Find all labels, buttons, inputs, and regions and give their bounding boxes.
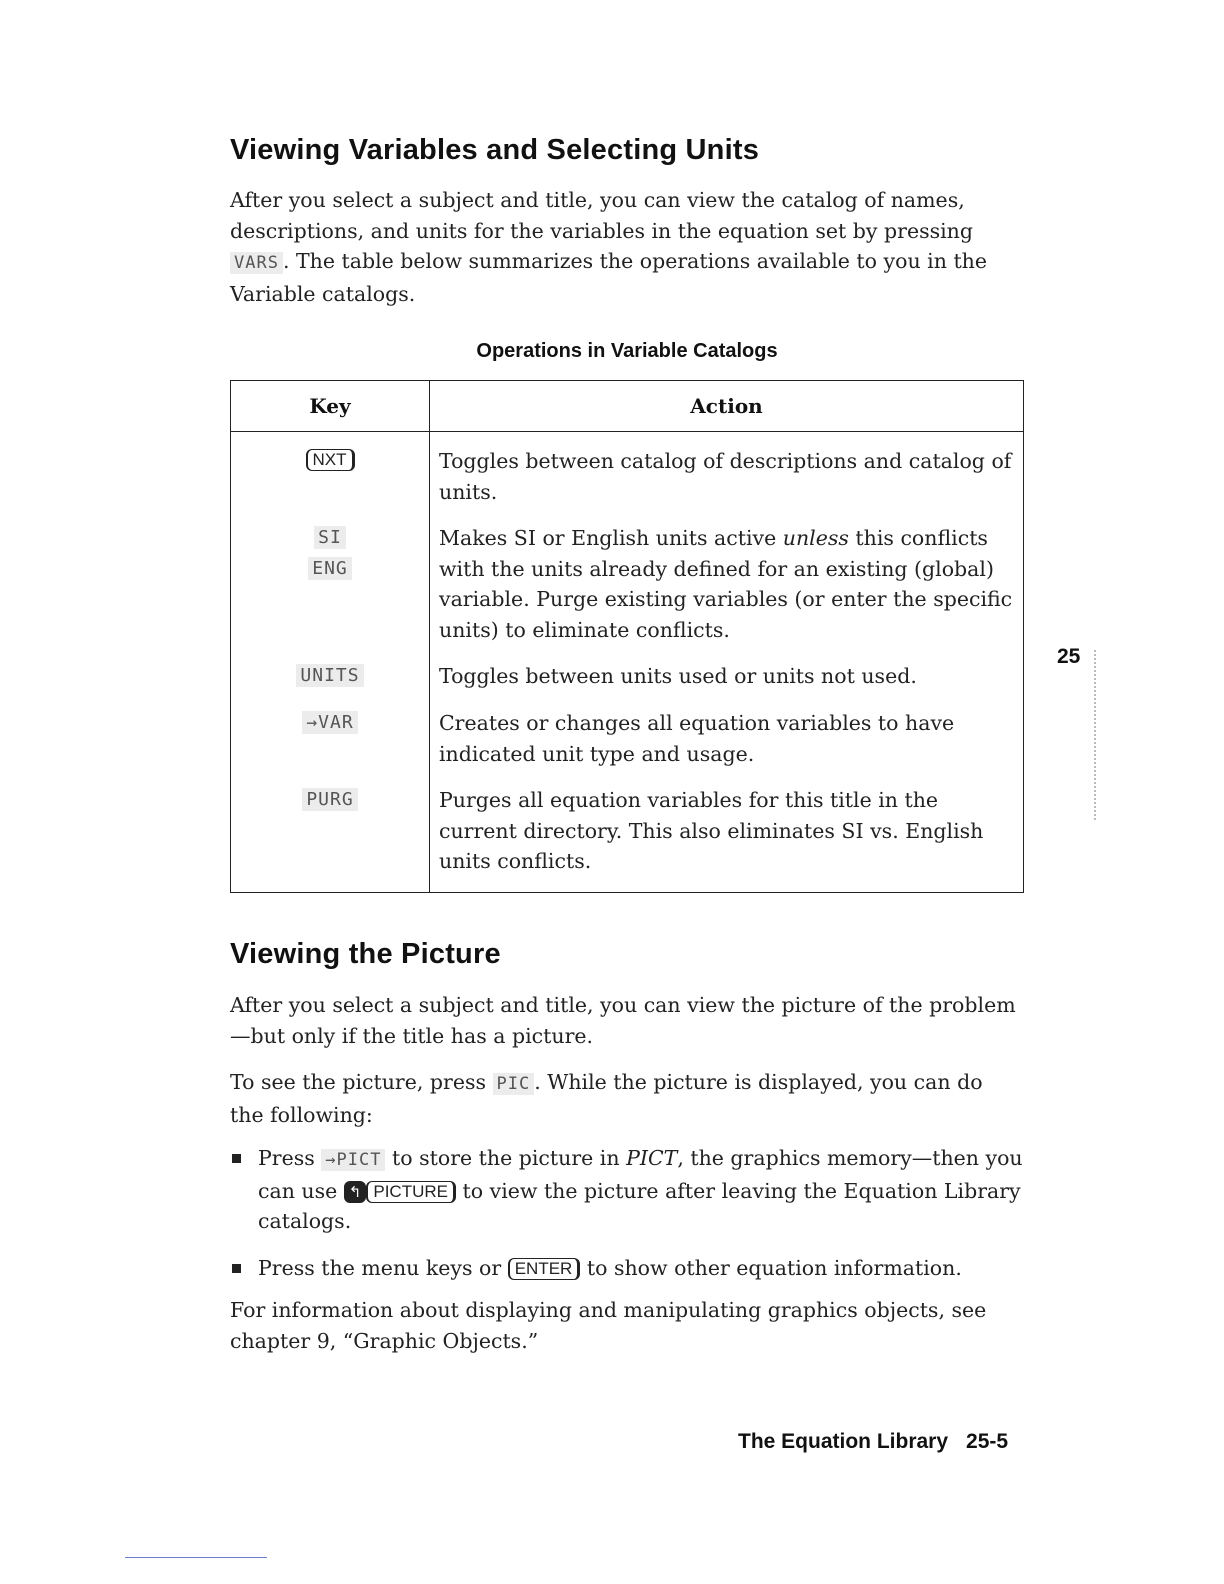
page-number: 25-5 <box>966 1430 1009 1453</box>
table-row-action: Purges all equation variables for this title in the current directory. This also eliminates SI vs. English units conflicts. <box>439 788 984 873</box>
table-header-action: Action <box>690 394 763 418</box>
picture-paragraph-2: To see the picture, press PIC . While the picture is displayed, you can do the following: <box>230 1070 983 1127</box>
action-column <box>430 432 1023 892</box>
si-menu-key: SI <box>314 526 346 549</box>
table-row-action: Toggles between units used or units not used. <box>439 664 917 688</box>
footer-title: The Equation Library <box>738 1430 949 1453</box>
section-heading-picture: Viewing the Picture <box>230 938 501 970</box>
left-shift-key-icon: ↰ <box>344 1181 367 1203</box>
bullet-icon <box>232 1264 241 1273</box>
list-item: Press the menu keys or ENTER to show other equation information. <box>230 1253 1030 1284</box>
picture-paragraph-3: For information about displaying and manipulating graphics objects, see chapter 9, “Graphic Objects.” <box>230 1298 987 1353</box>
picture-paragraph-1: After you select a subject and title, you can view the picture of the problem—but only if the title has a picture. <box>230 993 1016 1048</box>
units-menu-key: UNITS <box>296 664 363 687</box>
to-var-menu-key: →VAR <box>302 711 357 734</box>
operations-table <box>230 380 1024 893</box>
to-pict-menu-key: →PICT <box>321 1149 385 1171</box>
table-row-action: Creates or changes all equation variables to have indicated unit type and usage. <box>439 711 955 766</box>
table-body <box>231 432 1023 892</box>
table-row-key <box>231 708 429 785</box>
table-row-key <box>231 523 429 584</box>
table-header-row <box>231 381 1023 432</box>
table-header-key: Key <box>231 381 430 431</box>
chapter-tab-strip <box>1094 650 1100 820</box>
table-row-action: Makes SI or English units active unless this conflicts with the units already defined for an existing (global) variable. Purge existing variables (or enter the specific units) to eliminate conflicts. <box>439 526 1013 642</box>
purg-menu-key: PURG <box>302 788 357 811</box>
list-item: Press →PICT to store the picture in PICT, the graphics memory—then you can use ↰ PICTURE to view the picture after leaving the Equation Library catalogs. <box>230 1143 1030 1237</box>
enter-key: ENTER <box>508 1258 581 1280</box>
picture-options-list <box>230 1143 1030 1283</box>
chapter-tab-number: 25 <box>1057 645 1081 668</box>
bullet-icon <box>232 1154 241 1163</box>
table-row-key <box>231 661 429 708</box>
intro-paragraph: After you select a subject and title, you can view the catalog of names, descriptions, and units for the variables in the equation set by pressing VARS . The table below summarizes the operations available to you in the Variable catalogs. <box>230 188 988 306</box>
nxt-key: NXT <box>306 449 355 471</box>
key-column <box>231 432 430 892</box>
table-row-key <box>231 446 429 523</box>
table-caption: Operations in Variable Catalogs <box>476 340 778 362</box>
section-heading-variables: Viewing Variables and Selecting Units <box>230 134 760 166</box>
table-row-action: Toggles between catalog of descriptions and catalog of units. <box>439 449 1012 504</box>
vars-menu-key: VARS <box>230 252 283 274</box>
table-row-key <box>231 785 429 892</box>
pic-menu-key: PIC <box>493 1073 535 1095</box>
scan-edge-line <box>125 1557 267 1558</box>
eng-menu-key: ENG <box>308 557 352 580</box>
page-footer <box>738 1430 1008 1454</box>
picture-key: PICTURE <box>366 1181 456 1203</box>
